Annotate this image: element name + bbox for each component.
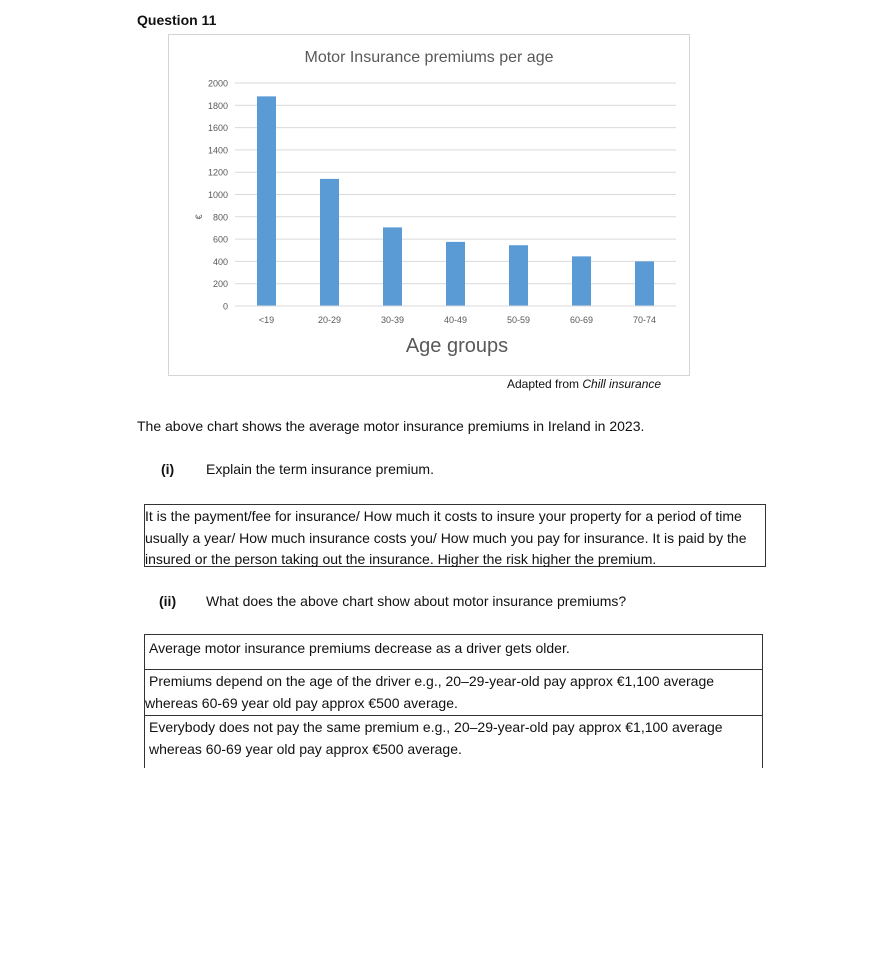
question-title: Question 11	[137, 12, 217, 28]
x-axis-label: Age groups	[405, 335, 509, 357]
y-tick-label: 1600	[207, 123, 228, 134]
x-tick-label: 20-29	[317, 315, 342, 325]
bar	[257, 96, 276, 306]
chart-title: Motor Insurance premiums per age	[304, 49, 554, 66]
bar	[446, 242, 465, 306]
answer-ii-line: whereas 60-69 year old pay approx €500 average.	[145, 695, 458, 711]
x-tick-label: 40-49	[443, 315, 468, 325]
intro-text: The above chart shows the average motor insurance premiums in Ireland in 2023.	[137, 418, 645, 434]
answer-ii-row	[145, 669, 762, 715]
y-tick-label: 1400	[207, 145, 228, 156]
source-credit	[507, 377, 661, 391]
answer-ii-line: Average motor insurance premiums decrease as a driver gets older.	[149, 640, 570, 656]
answer-i-line: insured or the person taking out the insurance. Higher the risk higher the premium.	[145, 551, 657, 567]
y-tick-label: 200	[212, 279, 228, 290]
y-tick-label: 600	[212, 234, 228, 245]
answer-box-ii	[144, 634, 763, 768]
y-axis-label: €	[194, 214, 204, 220]
x-tick-label: 50-59	[506, 315, 531, 325]
y-tick-label: 1800	[207, 100, 228, 111]
answer-ii-row	[145, 715, 762, 769]
x-tick-label: 60-69	[569, 315, 594, 325]
bar	[635, 261, 654, 306]
y-tick-label: 0	[222, 301, 228, 312]
answer-ii-line: whereas 60-69 year old pay approx €500 average.	[149, 741, 462, 757]
bar	[320, 179, 339, 306]
answer-i-line: It is the payment/fee for insurance/ How much it costs to insure your property for a period of time	[145, 508, 742, 524]
bar	[509, 245, 528, 306]
y-tick-label: 1200	[207, 167, 228, 178]
x-tick-label: 70-74	[632, 315, 657, 325]
question-i-number: (i)	[161, 461, 175, 477]
question-ii-number: (ii)	[159, 593, 177, 609]
source-name: Chill insurance	[582, 377, 662, 391]
x-tick-label: 30-39	[380, 315, 405, 325]
y-tick-label: 800	[212, 212, 228, 223]
answer-ii-line: Premiums depend on the age of the driver e.g., 20–29-year-old pay approx €1,100 average	[149, 673, 715, 689]
y-tick-label: 2000	[207, 78, 228, 89]
bar	[572, 256, 591, 306]
bar	[383, 227, 402, 306]
bar-chart	[169, 35, 689, 375]
question-ii-text: What does the above chart show about motor insurance premiums?	[206, 593, 627, 609]
answer-ii-line: Everybody does not pay the same premium e.g., 20–29-year-old pay approx €1,100 average	[149, 719, 723, 735]
y-tick-label: 400	[212, 256, 228, 267]
y-tick-label: 1000	[207, 190, 228, 200]
answer-i-line: usually a year/ How much insurance costs you/ How much you pay for insurance. It is paid by the	[145, 529, 747, 546]
answer-ii-row	[145, 635, 762, 669]
source-prefix: Adapted from	[507, 377, 583, 391]
answer-box-i	[144, 504, 766, 567]
question-i-text: Explain the term insurance premium.	[206, 461, 434, 477]
chart-container	[168, 34, 690, 376]
x-tick-label: <19	[258, 315, 275, 325]
